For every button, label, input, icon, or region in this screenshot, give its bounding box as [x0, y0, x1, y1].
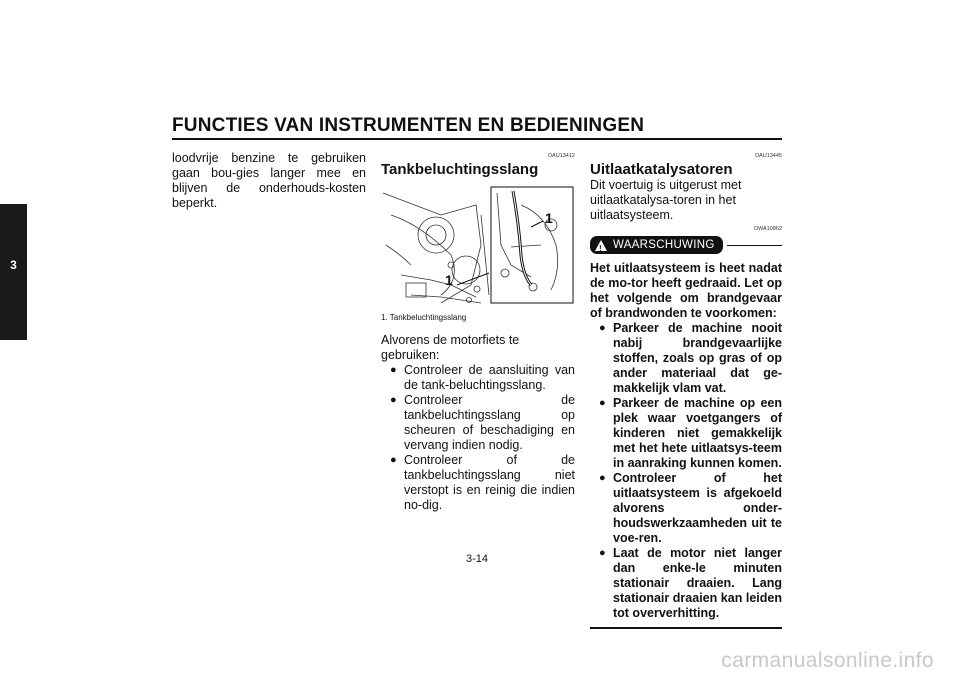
list-item: ● Controleer of het uitlaatsysteem is afgekoeld alvorens onder-houdswerkzaamheden uit te voe-ren.: [599, 471, 782, 545]
list-item: ● Controleer de tankbeluchtingsslang op scheuren of beschadiging en vervang indien nodig.: [390, 393, 575, 452]
section-heading: Tankbeluchtingsslang: [381, 161, 539, 178]
chapter-tab: [0, 204, 27, 340]
figure-caption: 1. Tankbeluchtingsslang: [381, 313, 467, 322]
list-item: ● Controleer de aansluiting van de tank-beluchtingsslang.: [390, 363, 575, 392]
engine-illustration: [381, 185, 575, 307]
list-item: ● Parkeer de machine op een plek waar voetgangers of kinderen niet gemakkelijk met het hete uitlaatsys-teem in aanraking kunnen komen.: [599, 396, 782, 470]
bullet-icon: ●: [599, 322, 606, 334]
column-2: [381, 153, 575, 513]
warning-end-rule: [590, 627, 782, 629]
breather-hose-figure: [381, 185, 575, 307]
callout-1-main: 1: [445, 272, 453, 288]
warning-triangle-icon: !: [595, 240, 607, 251]
column-3: [590, 153, 782, 629]
bullet-icon: ●: [390, 364, 397, 376]
page-header-title: FUNCTIES VAN INSTRUMENTEN EN BEDIENINGEN: [172, 115, 645, 136]
intro-text: Alvorens de motorfiets te gebruiken:: [381, 333, 520, 362]
warning-header: [590, 236, 782, 254]
list-item: ● Parkeer de machine nooit nabij brandgevaarlijke stoffen, zoals op gras of op ander materiaal dat ge-makkelijk vlam vat.: [599, 321, 782, 395]
warning-code: DWA10862: [754, 226, 782, 232]
header-rule: [172, 138, 782, 140]
callout-1-inset: 1: [545, 210, 553, 226]
chapter-number: 3: [10, 258, 17, 272]
list-item: ● Laat de motor niet langer dan enke-le minuten stationair draaien. Lang stationair draaien kan leiden tot oververhitting.: [599, 546, 782, 620]
warning-text: Het uitlaatsysteem is heet nadat de mo-tor heeft gedraaid. Let op het volgende om brandgevaar of brandwonden te voorkomen:: [590, 261, 782, 320]
bullet-icon: ●: [599, 397, 606, 409]
watermark: carmanualsonline.info: [721, 649, 934, 672]
section-code: DAU13412: [548, 153, 575, 159]
warning-rule: [727, 245, 782, 246]
intro-text: Dit voertuig is uitgerust met uitlaatkatalysa-toren in het uitlaatsysteem.: [590, 178, 742, 222]
bullet-icon: ●: [599, 547, 606, 559]
section-code: DAU13445: [755, 153, 782, 159]
bullet-icon: ●: [599, 472, 606, 484]
column-1: [172, 151, 366, 211]
list-item: ● Controleer of de tankbeluchtingsslang niet verstopt is en reinig die indien no-dig.: [390, 453, 575, 512]
warning-list: [590, 321, 782, 621]
bullet-icon: ●: [390, 454, 397, 466]
check-list: [381, 363, 575, 513]
warning-label: WAARSCHUWING: [613, 238, 715, 251]
continued-paragraph: loodvrije benzine te gebruiken gaan bou-gies langer mee en blijven de onderhouds-kosten beperkt.: [172, 151, 366, 210]
page-number: 3-14: [466, 553, 489, 565]
section-heading: Uitlaatkatalysatoren: [590, 161, 733, 178]
bullet-icon: ●: [390, 394, 397, 406]
warning-badge: [590, 236, 723, 254]
